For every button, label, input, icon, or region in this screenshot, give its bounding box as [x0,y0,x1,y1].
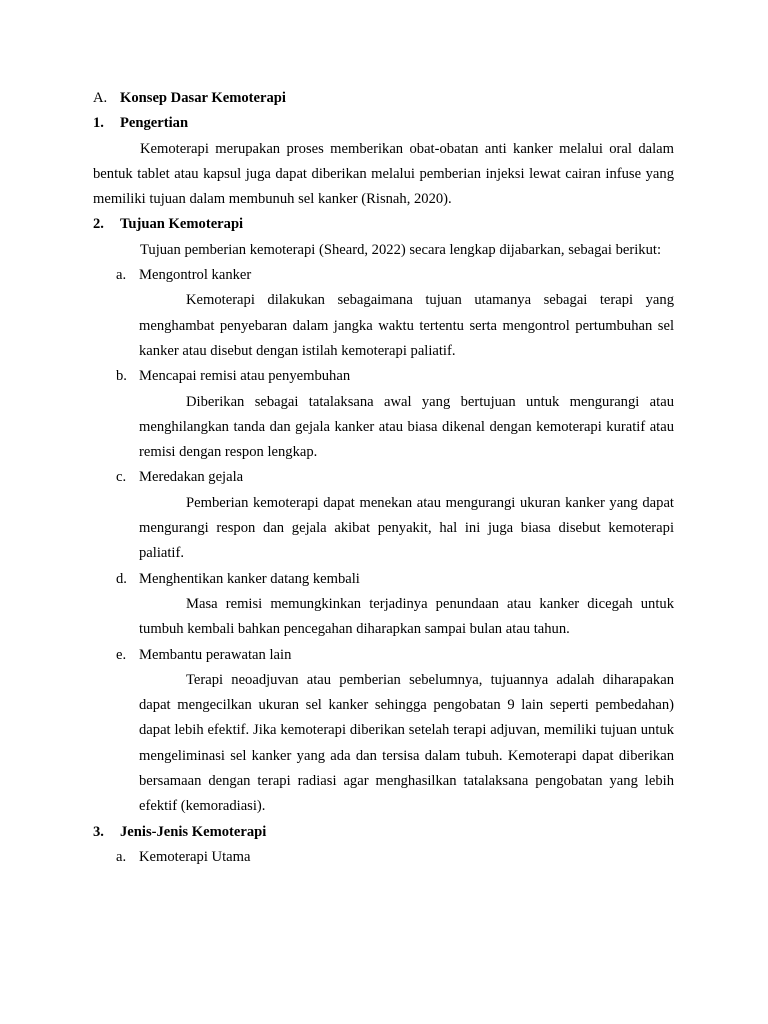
pengertian-paragraph: Kemoterapi merupakan proses memberikan obat-obatan anti kanker melalui oral dalam bentuk tablet atau kapsul juga dapat diberikan melalui pemberian injeksi lewat cairan infuse yang memiliki tujuan dalam membunuh sel kanker (Risnah, 2020). [93,140,674,208]
tujuan-item-e [93,643,674,668]
tujuan-heading [93,212,674,237]
list-letter: c. [116,469,127,486]
jenis-heading [93,820,674,845]
pengertian-title: Pengertian [120,115,189,132]
jenis-item-a [93,845,674,870]
tujuan-item-d [93,567,674,592]
list-letter: a. [116,267,127,284]
tujuan-item-b-text: Diberikan sebagai tatalaksana awal yang bertujuan untuk mengurangi atau menghilangkan tanda dan gejala kanker atau biasa dikenal dengan kemoterapi kuratif atau remisi dengan respon lengkap. [139,393,674,461]
list-item-label: Kemoterapi Utama [139,848,251,865]
list-letter: e. [116,646,127,663]
list-item-label: Membantu perawatan lain [139,646,292,663]
tujuan-item-a [93,263,674,288]
tujuan-number: 2. [93,216,104,233]
tujuan-intro: Tujuan pemberian kemoterapi (Sheard, 2022) secara lengkap dijabarkan, sebagai berikut: [140,241,662,258]
tujuan-item-c-text: Pemberian kemoterapi dapat menekan atau mengurangi ukuran kanker yang dapat mengurangi respon dan gejala akibat penyakit, hal ini juga biasa disebut kemoterapi paliatif. [139,494,674,562]
list-letter: d. [116,570,127,587]
list-letter: a. [116,848,127,865]
jenis-title: Jenis-Jenis Kemoterapi [120,823,267,840]
list-item-label: Menghentikan kanker datang kembali [139,570,360,587]
list-letter: b. [116,368,127,385]
tujuan-item-e-text: Terapi neoadjuvan atau pemberian sebelumnya, tujuannya adalah diharapakan dapat mengecilkan ukuran sel kanker sehingga pengobatan 9 lain seperti pembedahan) dapat lebih efektif. Jika kemoterapi diberikan setelah terapi adjuvan, memiliki tujuan untuk mengeliminasi sel kanker yang ada dan tersisa dalam tubuh. Kemoterapi dapat diberikan bersamaan dengan terapi radiasi agar menghasilkan tatalaksana pengobatan yang lebih efektif (kemoradiasi). [139,671,674,815]
tujuan-item-c [93,465,674,490]
jenis-number: 3. [93,823,104,840]
list-item-label: Mengontrol kanker [139,267,252,284]
document-page [93,86,674,870]
tujuan-item-b [93,364,674,389]
tujuan-title: Tujuan Kemoterapi [120,216,244,233]
pengertian-number: 1. [93,115,104,132]
tujuan-item-a-text: Kemoterapi dilakukan sebagaimana tujuan utamanya sebagai terapi yang menghambat penyebaran dalam jangka waktu tertentu serta mengontrol pertumbuhan sel kanker atau disebut dengan istilah kemoterapi paliatif. [139,292,674,359]
tujuan-item-d-text: Masa remisi memungkinkan terjadinya penundaan atau kanker dicegah untuk tumbuh kembali bahkan pencegahan diharapkan sampai bulan atau tahun. [139,595,674,638]
pengertian-heading [93,111,674,136]
section-title: Konsep Dasar Kemoterapi [120,90,286,106]
section-heading [93,86,674,111]
list-item-label: Mencapai remisi atau penyembuhan [139,368,351,385]
section-letter: A. [93,90,108,106]
list-item-label: Meredakan gejala [139,469,244,486]
